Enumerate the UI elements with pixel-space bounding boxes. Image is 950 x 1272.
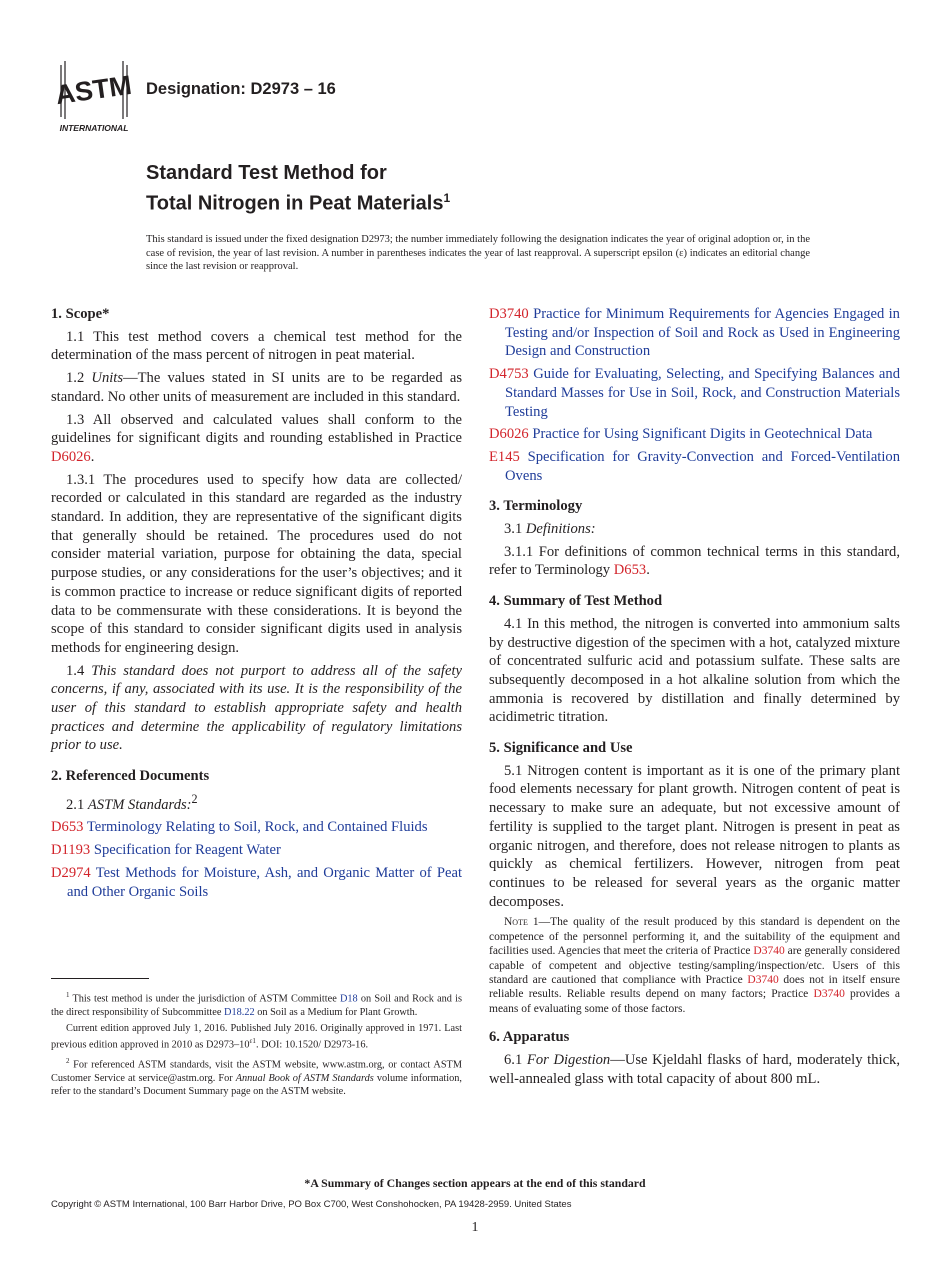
footnote-2-b: volume information, refer to the standard’s Document Summary page on the ASTM website.: [51, 1072, 462, 1098]
ref-title[interactable]: Terminology Relating to Soil, Rock, and Contained Fluids: [86, 819, 428, 836]
section-1-heading: 1. Scope*: [51, 306, 110, 322]
title-line-2: [146, 186, 450, 217]
ref-code[interactable]: E145: [489, 448, 520, 465]
page-number: 1: [471, 1220, 479, 1235]
para-1-3-pre: 1.3 All observed and calculated values shall conform to the guidelines for significant digits and rounding established in Practice: [51, 411, 462, 447]
para-4-1: 4.1 In this method, the nitrogen is converted into ammonium salts by destructive digestion of the specimen with a hot, catalyzed mixture of concentrated sulfuric acid and potassium sulfate. These salts are subsequently decomposed in a hot alkaline solution from which the ammonia is recovered by distillation and finally determined by acidimetric titration.: [489, 615, 900, 726]
ref-title[interactable]: Practice for Using Significant Digits in Geotechnical Data: [532, 426, 873, 443]
para-1-2-rest: —The values stated in SI units are to be regarded as standard. No other units of measurement are included in this standard.: [51, 370, 462, 405]
title-line-1: Standard Test Method for: [146, 162, 387, 184]
footnote-2: [51, 1055, 462, 1098]
link-d18-22[interactable]: D18.22: [224, 1006, 255, 1018]
para-1-2-num: 1.2: [66, 370, 92, 387]
logo-astm-text: ASTM: [53, 69, 134, 111]
note-text-a: —The quality of the result produced by this standard is dependent on the competence of the personnel performing it, and the suitability of the equipment and facilities used. Agencies that meet the criteria of Practice: [489, 916, 900, 958]
ref-code[interactable]: D1193: [51, 842, 91, 859]
link-d6026[interactable]: D6026: [51, 448, 91, 465]
logo-international-text: INTERNATIONAL: [59, 123, 129, 133]
link-d18[interactable]: D18: [339, 993, 358, 1005]
footnote-2-em: Annual Book of ASTM Standards: [235, 1072, 374, 1084]
footnote-2-a: For referenced ASTM standards, visit the ASTM website, www.astm.org, or contact ASTM Customer Service at service@astm.org. For: [51, 1059, 462, 1084]
ref-code[interactable]: D3740: [489, 306, 529, 322]
ref-title[interactable]: Test Methods for Moisture, Ash, and Organic Matter of Peat and Other Organic Soils: [67, 864, 462, 900]
ref-item[interactable]: [51, 841, 462, 860]
para-6-1-num: 6.1: [504, 1051, 527, 1068]
para-1-4-num: 1.4: [66, 662, 92, 679]
section-5-heading: 5. Significance and Use: [489, 740, 633, 757]
ref-title[interactable]: Specification for Reagent Water: [93, 842, 281, 859]
footnote-edition: [51, 1022, 462, 1052]
ref-title[interactable]: Practice for Minimum Requirements for Agencies Engaged in Testing and/or Inspection of Soil and Rock as Used in Engineering Design and Construction: [505, 306, 900, 360]
copyright: Copyright © ASTM International, 100 Barr Harbor Drive, PO Box C700, West Conshohocken, PA 19428-2959. United States: [51, 1199, 572, 1210]
para-3-1-num: 3.1: [504, 521, 526, 538]
para-2-1: [51, 790, 462, 815]
ref-title[interactable]: Guide for Evaluating, Selecting, and Specifying Balances and Standard Masses for Use in Soil, Rock, and Construction Materials Testing: [505, 366, 900, 420]
para-1-1: 1.1 This test method covers a chemical test method for the determination of the mass percent of nitrogen in peat material.: [51, 328, 462, 364]
ref-item[interactable]: [51, 818, 462, 837]
link-d3740[interactable]: D3740: [753, 945, 785, 958]
para-3-1-1-pre: 3.1.1 For definitions of common technical terms in this standard, refer to Terminology: [489, 543, 900, 579]
footnote-1-c: on Soil as a Medium for Plant Growth.: [254, 1006, 418, 1018]
ref-item[interactable]: [51, 864, 462, 901]
footnote-edition-sup: ε1: [249, 1037, 256, 1046]
footnote-1: [51, 989, 462, 1019]
para-2-1-num: 2.1: [66, 796, 88, 813]
footnote-2-mark: 2: [66, 1057, 70, 1066]
title-footnote-mark: 1: [443, 191, 451, 205]
para-5-1: 5.1 Nitrogen content is important as it is one of the primary plant food elements necessary for plant growth. Nitrogen content of peat is necessary to make sure an adequate, but not excessive amount of fertility is supplied to the target plant. Nitrogen is present in peat as organic nitrogen, and therefore, does not release nitrogen to plants as quickly as chemical fertilizers. However, nitrogen from peat continues to be released for several years as the organic matter decomposes.: [489, 762, 900, 910]
issuance-statement: This standard is issued under the fixed designation D2973; the number immediately following the designation indicates the year of original adoption or, in the case of revision, the year of last revision. A number in parentheses indicates the year of last reapproval. A superscript epsilon (ε) indicates an editorial change since the last revision or reapproval.: [146, 234, 810, 272]
ref-code[interactable]: D2974: [51, 864, 91, 881]
footnote-1-mark: 1: [66, 991, 70, 999]
left-column: [51, 305, 462, 905]
footnote-1-a: This test method is under the jurisdiction of ASTM Committee: [69, 993, 340, 1005]
para-1-3-1: 1.3.1 The procedures used to specify how data are collected/ recorded or calculated in this standard are regarded as the industry standard. In addition, they are representative of the significant digits that generally should be retained. The procedures used do not consider material variation, purpose for obtaining the data, special purpose studies, or any considerations for the user’s objectives; and it is common practice to increase or reduce significant digits of reported data to be commensurate with these considerations. It is beyond the scope of this standard to consider significant digits used in analysis methods for engineering design.: [51, 471, 462, 656]
designation: Designation: D2973 – 16: [146, 80, 336, 98]
footnote-edition-a: Current edition approved July 1, 2016. Published July 2016. Originally approved in 1971. Last previous edition approved in 2010 as D2973–10: [51, 1023, 462, 1051]
ref-item[interactable]: [489, 305, 900, 361]
ref-title[interactable]: Specification for Gravity-Convection and Forced-Ventilation Ovens: [505, 448, 900, 484]
document-title: [146, 161, 450, 217]
note-text-c: does not in itself ensure reliable results. Reliable results depend on many factors; Practice: [489, 974, 900, 1001]
footnote-divider: [51, 978, 149, 979]
link-d3740[interactable]: D3740: [747, 974, 779, 987]
para-1-2-em: Units: [91, 370, 124, 387]
ref-code[interactable]: D653: [51, 819, 84, 836]
para-3-1-em: Definitions:: [525, 521, 596, 538]
section-6-heading: 6. Apparatus: [489, 1029, 570, 1046]
link-d653[interactable]: D653: [613, 562, 647, 579]
ref-item[interactable]: [489, 425, 900, 444]
footnote-1-b: on Soil and Rock and is the direct responsibility of Subcommittee: [51, 993, 462, 1018]
section-3-heading: 3. Terminology: [489, 498, 583, 515]
ref-code[interactable]: D6026: [489, 426, 529, 443]
para-2-1-em: ASTM Standards:: [87, 796, 192, 813]
summary-of-changes-note: *A Summary of Changes section appears at the end of this standard: [304, 1176, 646, 1190]
para-1-3-post: .: [90, 448, 95, 465]
title-line-2-text: Total Nitrogen in Peat Materials: [146, 192, 444, 215]
astm-logo-icon: [53, 55, 135, 133]
ref-item[interactable]: [489, 448, 900, 485]
astm-logo: [53, 55, 135, 133]
ref-item[interactable]: [489, 365, 900, 421]
para-6-1-rest: —Use Kjeldahl flasks of hard, moderately thick, well-annealed glass with total capacity of about 800 mL.: [489, 1051, 900, 1087]
para-1-4-em: This standard does not purport to address all of the safety concerns, if any, associated with its use. It is the responsibility of the user of this standard to establish appropriate safety and health practices and determine the applicability of regulatory limitations prior to use.: [51, 662, 462, 754]
note-1: [489, 915, 900, 1016]
note-text-b: are generally considered capable of competent and objective testing/sampling/inspection/etc. Users of this standard are cautioned that compliance with Practice: [489, 945, 901, 987]
para-2-1-sup: 2: [191, 791, 198, 806]
note-text-d: provides a means of evaluating some of those factors.: [489, 988, 900, 1015]
para-3-1-1-post: .: [646, 562, 650, 579]
para-6-1: [489, 1051, 900, 1088]
link-d3740[interactable]: D3740: [813, 988, 845, 1001]
para-1-4: [51, 662, 462, 756]
section-2-heading: 2. Referenced Documents: [51, 768, 210, 785]
ref-code[interactable]: D4753: [489, 366, 529, 383]
section-4-heading: 4. Summary of Test Method: [489, 593, 663, 610]
para-6-1-em: For Digestion: [526, 1051, 611, 1068]
right-column: [489, 305, 900, 1092]
footnote-edition-b: . DOI: 10.1520/ D2973-16.: [255, 1039, 369, 1051]
para-3-1-1: [489, 543, 900, 580]
note-label: Note: [504, 916, 528, 929]
footnotes: [51, 989, 462, 1101]
para-3-1: [489, 520, 900, 539]
para-1-3: [51, 411, 462, 467]
para-1-2: [51, 369, 462, 406]
note-number: 1: [527, 916, 539, 929]
